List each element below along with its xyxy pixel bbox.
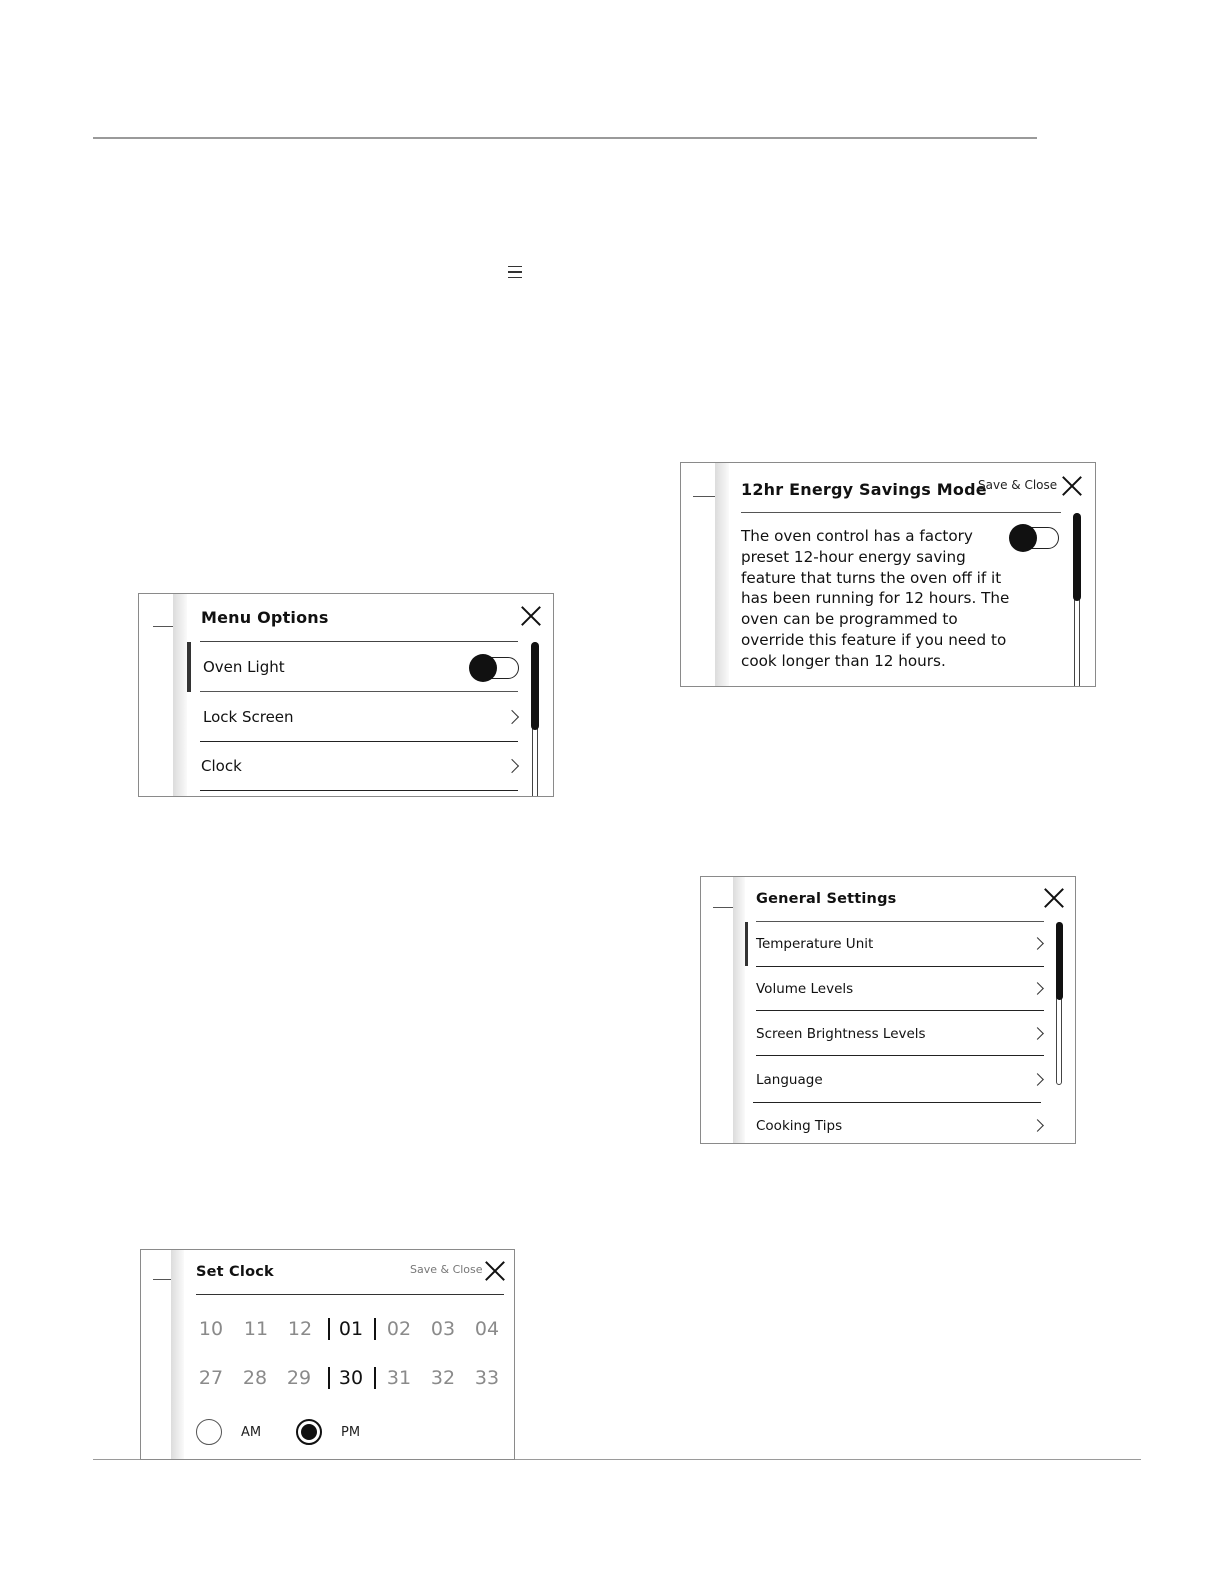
oven-light-toggle[interactable] (471, 657, 519, 679)
settings-item-label: Volume Levels (756, 981, 854, 997)
hour-option[interactable]: 10 (198, 1318, 224, 1340)
row-divider (756, 1010, 1044, 1011)
title-divider (741, 512, 1061, 513)
settings-item-screen-brightness[interactable] (756, 1022, 1046, 1046)
settings-item-temperature-unit[interactable] (756, 932, 1046, 956)
set-clock-title: Set Clock (196, 1264, 274, 1280)
general-settings-title: General Settings (756, 891, 897, 907)
menu-options-title: Menu Options (201, 608, 329, 627)
settings-item-label: Language (756, 1072, 823, 1088)
scrollbar-thumb[interactable] (531, 642, 539, 730)
hamburger-menu-icon (508, 266, 522, 278)
save-and-close-button[interactable]: Save & Close (410, 1263, 483, 1276)
settings-item-language[interactable] (756, 1068, 1046, 1092)
menu-item-lock-screen[interactable] (203, 704, 519, 730)
row-divider (756, 966, 1044, 967)
settings-item-label: Temperature Unit (756, 936, 874, 952)
hour-option[interactable]: 12 (287, 1318, 313, 1340)
menu-item-label: Clock (201, 757, 242, 775)
settings-item-cooking-tips[interactable] (756, 1114, 1046, 1138)
selection-bracket-right (374, 1318, 376, 1340)
close-icon[interactable] (484, 1260, 504, 1280)
minute-option-selected[interactable]: 30 (338, 1367, 364, 1389)
scrollbar-thumb[interactable] (1073, 513, 1081, 601)
row-divider (200, 790, 518, 791)
description-line: oven can be programmed to (741, 610, 958, 629)
row-divider (756, 1055, 1044, 1056)
menu-item-label: Lock Screen (203, 708, 294, 726)
close-icon[interactable] (1043, 887, 1063, 907)
top-rule (93, 137, 1037, 139)
row-divider (200, 691, 518, 692)
panel-edge-shadow (733, 877, 745, 1143)
pm-label: PM (341, 1425, 361, 1440)
description-line: feature that turns the oven off if it (741, 568, 1002, 587)
panel-edge-shadow (171, 1250, 184, 1459)
energy-savings-title: 12hr Energy Savings Mode (741, 480, 987, 499)
title-divider (756, 921, 1044, 922)
minute-option[interactable]: 28 (242, 1367, 268, 1389)
description-line: cook longer than 12 hours. (741, 651, 946, 670)
close-icon[interactable] (520, 605, 542, 627)
row-divider (753, 1102, 1041, 1103)
close-icon[interactable] (1061, 475, 1083, 497)
scrollbar-thumb[interactable] (1056, 922, 1063, 1000)
title-divider (196, 1294, 504, 1295)
settings-item-label: Screen Brightness Levels (756, 1026, 926, 1042)
energy-savings-description (741, 526, 1011, 672)
set-clock-panel (140, 1249, 515, 1460)
toggle-knob (469, 654, 497, 682)
energy-savings-toggle[interactable] (1011, 527, 1059, 549)
settings-item-volume-levels[interactable] (756, 977, 1046, 1001)
hour-option[interactable]: 03 (430, 1318, 456, 1340)
title-divider (200, 641, 518, 642)
save-and-close-button[interactable]: Save & Close (978, 478, 1058, 492)
general-settings-panel (700, 876, 1076, 1144)
minute-option[interactable]: 33 (474, 1367, 500, 1389)
menu-item-clock[interactable] (201, 753, 517, 779)
selection-bracket-left (328, 1318, 330, 1340)
hour-option[interactable]: 04 (474, 1318, 500, 1340)
description-line: override this feature if you need to (741, 630, 1007, 649)
minute-option[interactable]: 32 (430, 1367, 456, 1389)
description-line: The oven control has a factory (741, 527, 973, 545)
description-line: preset 12-hour energy saving (741, 547, 966, 566)
toggle-knob (1009, 524, 1037, 552)
description-line: has been running for 12 hours. The (741, 589, 1010, 608)
selection-bracket-left (328, 1367, 330, 1389)
menu-options-panel (138, 593, 554, 797)
settings-item-label: Cooking Tips (756, 1118, 843, 1134)
panel-edge-shadow (173, 594, 187, 796)
hour-option[interactable]: 11 (243, 1318, 269, 1340)
selected-row-indicator (745, 922, 748, 966)
panel-edge-shadow (715, 463, 729, 686)
energy-savings-panel (680, 462, 1096, 687)
minute-option[interactable]: 29 (286, 1367, 312, 1389)
hour-option[interactable]: 02 (386, 1318, 412, 1340)
selection-bracket-right (374, 1367, 376, 1389)
selected-row-indicator (187, 642, 191, 692)
hour-option-selected[interactable]: 01 (338, 1318, 364, 1340)
row-divider (200, 741, 518, 742)
pm-radio[interactable] (296, 1419, 322, 1445)
am-radio[interactable] (196, 1419, 222, 1445)
minute-option[interactable]: 31 (386, 1367, 412, 1389)
minute-option[interactable]: 27 (198, 1367, 224, 1389)
menu-item-label: Oven Light (203, 658, 285, 676)
am-label: AM (241, 1425, 262, 1440)
